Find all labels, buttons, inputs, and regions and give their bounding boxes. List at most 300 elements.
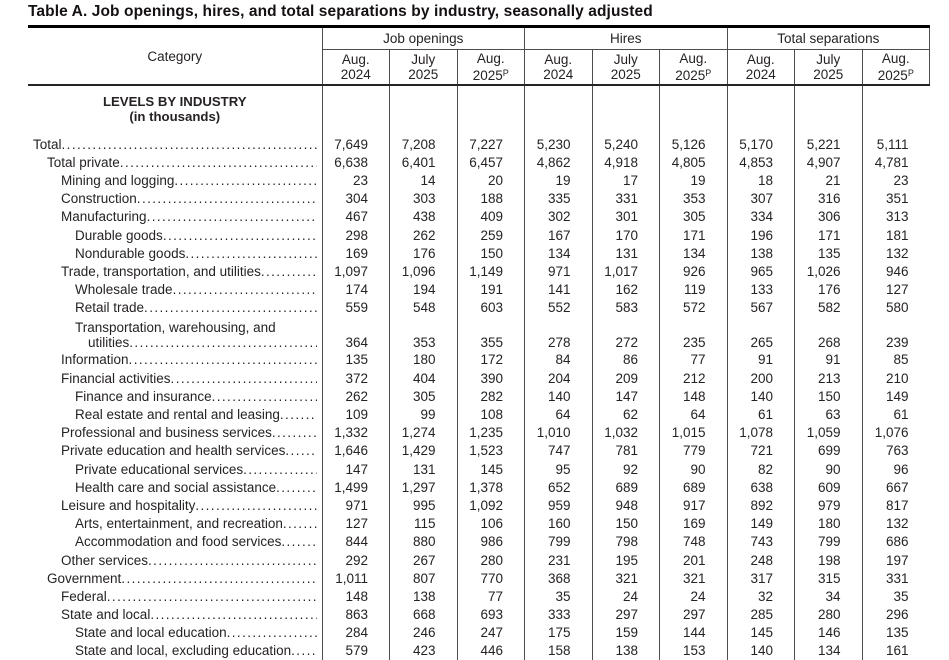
value-cell: 82 bbox=[727, 460, 795, 478]
leader-dots bbox=[163, 228, 317, 243]
value-cell: 32 bbox=[727, 587, 795, 605]
category-cell bbox=[28, 624, 322, 642]
value-cell: 90 bbox=[660, 460, 728, 478]
value-cell: 390 bbox=[457, 369, 525, 387]
value-cell: 926 bbox=[660, 262, 728, 280]
value-cell: 304 bbox=[322, 190, 390, 208]
value-cell: 147 bbox=[322, 460, 390, 478]
value-cell: 763 bbox=[862, 442, 930, 460]
value-cell: 140 bbox=[525, 387, 593, 405]
value-cell: 559 bbox=[322, 299, 390, 317]
value-cell: 162 bbox=[592, 281, 660, 299]
row-label: Financial activities bbox=[61, 370, 171, 386]
value-cell: 135 bbox=[862, 624, 930, 642]
table-row bbox=[28, 281, 930, 299]
value-cell: 134 bbox=[525, 244, 593, 262]
category-cell bbox=[28, 405, 322, 423]
value-cell: 1,297 bbox=[390, 478, 458, 496]
group-header-job-openings: Job openings bbox=[322, 28, 525, 50]
value-cell: 282 bbox=[457, 387, 525, 405]
value-cell: 779 bbox=[660, 442, 728, 460]
category-cell bbox=[28, 153, 322, 171]
value-cell: 176 bbox=[795, 281, 863, 299]
value-cell: 131 bbox=[390, 460, 458, 478]
empty-cell bbox=[862, 85, 930, 135]
leader-dots bbox=[144, 300, 316, 315]
value-cell: 667 bbox=[862, 478, 930, 496]
value-cell: 171 bbox=[660, 226, 728, 244]
row-label: Federal bbox=[61, 588, 107, 604]
value-cell: 19 bbox=[525, 171, 593, 189]
value-cell: 335 bbox=[525, 190, 593, 208]
value-cell: 1,017 bbox=[592, 262, 660, 280]
value-cell: 1,032 bbox=[592, 424, 660, 442]
row-label: Health care and social assistance bbox=[75, 479, 277, 495]
row-label: Mining and logging bbox=[61, 172, 175, 188]
value-cell: 140 bbox=[727, 387, 795, 405]
leader-dots bbox=[137, 191, 317, 206]
table-title: Table A. Job openings, hires, and total separations by industry, seasonally adjusted bbox=[28, 3, 930, 28]
value-cell: 583 bbox=[592, 299, 660, 317]
leader-dots bbox=[129, 352, 317, 367]
value-cell: 748 bbox=[660, 533, 728, 551]
value-cell: 971 bbox=[322, 496, 390, 514]
month-header: July 2025 bbox=[390, 50, 458, 86]
value-cell: 946 bbox=[862, 262, 930, 280]
value-cell: 1,096 bbox=[390, 262, 458, 280]
value-cell: 948 bbox=[592, 496, 660, 514]
leader-dots bbox=[227, 625, 317, 640]
value-cell: 196 bbox=[727, 226, 795, 244]
row-label: Real estate and rental and leasing bbox=[75, 407, 280, 423]
table-row bbox=[28, 460, 930, 478]
value-cell: 1,499 bbox=[322, 478, 390, 496]
value-cell: 603 bbox=[457, 299, 525, 317]
value-cell: 1,646 bbox=[322, 442, 390, 460]
value-cell: 201 bbox=[660, 551, 728, 569]
value-cell: 6,401 bbox=[390, 153, 458, 171]
value-cell: 159 bbox=[592, 624, 660, 642]
value-cell: 213 bbox=[795, 369, 863, 387]
table-row bbox=[28, 226, 930, 244]
empty-cell bbox=[525, 85, 593, 135]
section-header-line2: (in thousands) bbox=[129, 109, 221, 124]
value-cell: 135 bbox=[322, 351, 390, 369]
value-cell: 212 bbox=[660, 369, 728, 387]
value-cell: 638 bbox=[727, 478, 795, 496]
preliminary-superscript: P bbox=[502, 68, 509, 78]
value-cell: 160 bbox=[525, 515, 593, 533]
value-cell: 280 bbox=[795, 606, 863, 624]
value-cell: 368 bbox=[525, 569, 593, 587]
leader-dots bbox=[120, 155, 317, 170]
value-cell: 548 bbox=[390, 299, 458, 317]
value-cell: 1,078 bbox=[727, 424, 795, 442]
row-label: Retail trade bbox=[75, 300, 145, 316]
value-cell: 353 bbox=[390, 317, 458, 351]
value-cell: 34 bbox=[795, 587, 863, 605]
row-label: Finance and insurance bbox=[75, 388, 212, 404]
value-cell: 174 bbox=[322, 281, 390, 299]
table-row bbox=[28, 606, 930, 624]
value-cell: 5,240 bbox=[592, 135, 660, 153]
section-header-row bbox=[28, 85, 930, 135]
leader-dots bbox=[195, 498, 316, 513]
value-cell: 134 bbox=[660, 244, 728, 262]
category-cell bbox=[28, 171, 322, 189]
value-cell: 170 bbox=[592, 226, 660, 244]
value-cell: 61 bbox=[727, 405, 795, 423]
leader-dots bbox=[212, 389, 317, 404]
value-cell: 14 bbox=[390, 171, 458, 189]
value-cell: 364 bbox=[322, 317, 390, 351]
value-cell: 892 bbox=[727, 496, 795, 514]
value-cell: 721 bbox=[727, 442, 795, 460]
leader-dots bbox=[148, 553, 316, 568]
value-cell: 181 bbox=[862, 226, 930, 244]
value-cell: 552 bbox=[525, 299, 593, 317]
value-cell: 880 bbox=[390, 533, 458, 551]
value-cell: 150 bbox=[795, 387, 863, 405]
value-cell: 77 bbox=[660, 351, 728, 369]
row-label: Private education and health services bbox=[61, 443, 286, 459]
value-cell: 86 bbox=[592, 351, 660, 369]
value-cell: 64 bbox=[525, 405, 593, 423]
value-cell: 807 bbox=[390, 569, 458, 587]
value-cell: 965 bbox=[727, 262, 795, 280]
value-cell: 119 bbox=[660, 281, 728, 299]
table-row bbox=[28, 478, 930, 496]
value-cell: 131 bbox=[592, 244, 660, 262]
category-cell bbox=[28, 515, 322, 533]
value-cell: 986 bbox=[457, 533, 525, 551]
table-row bbox=[28, 442, 930, 460]
value-cell: 135 bbox=[795, 244, 863, 262]
row-label: Professional and business services bbox=[61, 425, 272, 441]
table-row bbox=[28, 244, 930, 262]
month-header: Aug. $2025^P$ bbox=[660, 50, 728, 86]
table-row bbox=[28, 153, 930, 171]
category-cell bbox=[28, 351, 322, 369]
value-cell: 844 bbox=[322, 533, 390, 551]
leader-dots bbox=[291, 643, 316, 658]
leader-dots bbox=[285, 443, 316, 458]
value-cell: 91 bbox=[795, 351, 863, 369]
row-label: Durable goods bbox=[75, 227, 163, 243]
value-cell: 5,221 bbox=[795, 135, 863, 153]
category-cell bbox=[28, 587, 322, 605]
value-cell: 317 bbox=[727, 569, 795, 587]
value-cell: 1,092 bbox=[457, 496, 525, 514]
category-cell bbox=[28, 478, 322, 496]
leader-dots bbox=[121, 571, 316, 586]
leader-dots bbox=[147, 209, 317, 224]
category-cell bbox=[28, 226, 322, 244]
row-label: Construction bbox=[61, 191, 137, 207]
table-row bbox=[28, 515, 930, 533]
value-cell: 313 bbox=[862, 208, 930, 226]
value-cell: 132 bbox=[862, 244, 930, 262]
row-label: Transportation, warehousing, and bbox=[75, 319, 276, 335]
value-cell: 35 bbox=[525, 587, 593, 605]
value-cell: 331 bbox=[592, 190, 660, 208]
value-cell: 23 bbox=[862, 171, 930, 189]
empty-cell bbox=[592, 85, 660, 135]
leader-dots bbox=[272, 425, 317, 440]
value-cell: 138 bbox=[390, 587, 458, 605]
row-label: Information bbox=[61, 352, 129, 368]
row-label: Leisure and hospitality bbox=[61, 497, 196, 513]
group-header-total-separations: Total separations bbox=[727, 28, 930, 50]
value-cell: 1,011 bbox=[322, 569, 390, 587]
value-cell: 150 bbox=[457, 244, 525, 262]
value-cell: 321 bbox=[660, 569, 728, 587]
table-row bbox=[28, 171, 930, 189]
value-cell: 467 bbox=[322, 208, 390, 226]
value-cell: 145 bbox=[727, 624, 795, 642]
row-label: Government bbox=[47, 570, 122, 586]
leader-dots bbox=[281, 534, 316, 549]
value-cell: 247 bbox=[457, 624, 525, 642]
row-label: Nondurable goods bbox=[75, 245, 186, 261]
table-row bbox=[28, 135, 930, 153]
value-cell: 770 bbox=[457, 569, 525, 587]
value-cell: 4,805 bbox=[660, 153, 728, 171]
leader-dots bbox=[173, 282, 317, 297]
row-label: Arts, entertainment, and recreation bbox=[75, 516, 283, 532]
value-cell: 267 bbox=[390, 551, 458, 569]
row-label: Manufacturing bbox=[61, 209, 147, 225]
value-cell: 239 bbox=[862, 317, 930, 351]
value-cell: 106 bbox=[457, 515, 525, 533]
value-cell: 62 bbox=[592, 405, 660, 423]
value-cell: 109 bbox=[322, 405, 390, 423]
value-cell: 197 bbox=[862, 551, 930, 569]
value-cell: 302 bbox=[525, 208, 593, 226]
value-cell: 699 bbox=[795, 442, 863, 460]
value-cell: 582 bbox=[795, 299, 863, 317]
value-cell: 355 bbox=[457, 317, 525, 351]
category-cell bbox=[28, 569, 322, 587]
value-cell: 172 bbox=[457, 351, 525, 369]
leader-dots bbox=[283, 516, 317, 531]
value-cell: 148 bbox=[660, 387, 728, 405]
value-cell: 262 bbox=[390, 226, 458, 244]
value-cell: 167 bbox=[525, 226, 593, 244]
value-cell: 693 bbox=[457, 606, 525, 624]
value-cell: 1,097 bbox=[322, 262, 390, 280]
value-cell: 781 bbox=[592, 442, 660, 460]
value-cell: 979 bbox=[795, 496, 863, 514]
value-cell: 689 bbox=[660, 478, 728, 496]
value-cell: 148 bbox=[322, 587, 390, 605]
value-cell: 35 bbox=[862, 587, 930, 605]
value-cell: 799 bbox=[525, 533, 593, 551]
empty-cell bbox=[322, 85, 390, 135]
value-cell: 23 bbox=[322, 171, 390, 189]
value-cell: 280 bbox=[457, 551, 525, 569]
month-header: July 2025 bbox=[592, 50, 660, 86]
value-cell: 176 bbox=[390, 244, 458, 262]
value-cell: 6,457 bbox=[457, 153, 525, 171]
month-header: Aug. $2025^P$ bbox=[862, 50, 930, 86]
value-cell: 1,274 bbox=[390, 424, 458, 442]
table-row bbox=[28, 624, 930, 642]
category-cell bbox=[28, 424, 322, 442]
table-row bbox=[28, 405, 930, 423]
value-cell: 285 bbox=[727, 606, 795, 624]
table-row bbox=[28, 642, 930, 660]
value-cell: 95 bbox=[525, 460, 593, 478]
value-cell: 743 bbox=[727, 533, 795, 551]
value-cell: 265 bbox=[727, 317, 795, 351]
leader-dots bbox=[129, 335, 316, 350]
value-cell: 204 bbox=[525, 369, 593, 387]
value-cell: 180 bbox=[390, 351, 458, 369]
value-cell: 423 bbox=[390, 642, 458, 660]
value-cell: 303 bbox=[390, 190, 458, 208]
value-cell: 331 bbox=[862, 569, 930, 587]
value-cell: 297 bbox=[660, 606, 728, 624]
value-cell: 149 bbox=[727, 515, 795, 533]
table-row bbox=[28, 262, 930, 280]
value-cell: 169 bbox=[322, 244, 390, 262]
value-cell: 1,523 bbox=[457, 442, 525, 460]
value-cell: 18 bbox=[727, 171, 795, 189]
value-cell: 209 bbox=[592, 369, 660, 387]
value-cell: 689 bbox=[592, 478, 660, 496]
value-cell: 6,638 bbox=[322, 153, 390, 171]
empty-cell bbox=[795, 85, 863, 135]
empty-cell bbox=[457, 85, 525, 135]
value-cell: 917 bbox=[660, 496, 728, 514]
table-row bbox=[28, 351, 930, 369]
value-cell: 1,010 bbox=[525, 424, 593, 442]
table-row bbox=[28, 317, 930, 351]
category-cell bbox=[28, 496, 322, 514]
value-cell: 20 bbox=[457, 171, 525, 189]
value-cell: 1,378 bbox=[457, 478, 525, 496]
value-cell: 4,862 bbox=[525, 153, 593, 171]
value-cell: 438 bbox=[390, 208, 458, 226]
value-cell: 188 bbox=[457, 190, 525, 208]
value-cell: 108 bbox=[457, 405, 525, 423]
value-cell: 333 bbox=[525, 606, 593, 624]
value-cell: 161 bbox=[862, 642, 930, 660]
category-cell bbox=[28, 460, 322, 478]
value-cell: 301 bbox=[592, 208, 660, 226]
value-cell: 579 bbox=[322, 642, 390, 660]
value-cell: 91 bbox=[727, 351, 795, 369]
value-cell: 1,015 bbox=[660, 424, 728, 442]
row-label: Total bbox=[33, 136, 62, 152]
value-cell: 96 bbox=[862, 460, 930, 478]
category-cell bbox=[28, 551, 322, 569]
value-cell: 140 bbox=[727, 642, 795, 660]
empty-cell bbox=[660, 85, 728, 135]
table-row bbox=[28, 587, 930, 605]
category-cell bbox=[28, 262, 322, 280]
value-cell: 5,170 bbox=[727, 135, 795, 153]
value-cell: 169 bbox=[660, 515, 728, 533]
value-cell: 307 bbox=[727, 190, 795, 208]
month-header: Aug. 2024 bbox=[322, 50, 390, 86]
month-header: Aug. $2025^P$ bbox=[457, 50, 525, 86]
leader-dots bbox=[243, 462, 316, 477]
value-cell: 7,649 bbox=[322, 135, 390, 153]
category-cell bbox=[28, 642, 322, 660]
category-cell bbox=[28, 190, 322, 208]
value-cell: 863 bbox=[322, 606, 390, 624]
table-row bbox=[28, 369, 930, 387]
value-cell: 246 bbox=[390, 624, 458, 642]
value-cell: 138 bbox=[727, 244, 795, 262]
category-cell bbox=[28, 281, 322, 299]
value-cell: 141 bbox=[525, 281, 593, 299]
category-cell bbox=[28, 442, 322, 460]
value-cell: 127 bbox=[322, 515, 390, 533]
category-cell bbox=[28, 606, 322, 624]
value-cell: 4,918 bbox=[592, 153, 660, 171]
value-cell: 133 bbox=[727, 281, 795, 299]
value-cell: 115 bbox=[390, 515, 458, 533]
value-cell: 61 bbox=[862, 405, 930, 423]
value-cell: 1,235 bbox=[457, 424, 525, 442]
value-cell: 210 bbox=[862, 369, 930, 387]
group-header-row bbox=[28, 28, 930, 50]
value-cell: 4,907 bbox=[795, 153, 863, 171]
section-header-line1: LEVELS BY INDUSTRY bbox=[102, 94, 247, 109]
category-cell bbox=[28, 369, 322, 387]
table-row bbox=[28, 533, 930, 551]
value-cell: 292 bbox=[322, 551, 390, 569]
value-cell: 63 bbox=[795, 405, 863, 423]
value-cell: 144 bbox=[660, 624, 728, 642]
value-cell: 799 bbox=[795, 533, 863, 551]
month-header: Aug. 2024 bbox=[727, 50, 795, 86]
value-cell: 175 bbox=[525, 624, 593, 642]
row-label: State and local, excluding education bbox=[75, 643, 292, 659]
value-cell: 180 bbox=[795, 515, 863, 533]
value-cell: 1,429 bbox=[390, 442, 458, 460]
value-cell: 4,853 bbox=[727, 153, 795, 171]
value-cell: 297 bbox=[592, 606, 660, 624]
value-cell: 84 bbox=[525, 351, 593, 369]
empty-cell bbox=[390, 85, 458, 135]
value-cell: 1,332 bbox=[322, 424, 390, 442]
value-cell: 90 bbox=[795, 460, 863, 478]
value-cell: 200 bbox=[727, 369, 795, 387]
value-cell: 817 bbox=[862, 496, 930, 514]
value-cell: 259 bbox=[457, 226, 525, 244]
value-cell: 315 bbox=[795, 569, 863, 587]
value-cell: 306 bbox=[795, 208, 863, 226]
category-cell bbox=[28, 317, 322, 351]
table-row bbox=[28, 424, 930, 442]
preliminary-superscript: P bbox=[705, 68, 712, 78]
value-cell: 21 bbox=[795, 171, 863, 189]
table-row bbox=[28, 208, 930, 226]
value-cell: 92 bbox=[592, 460, 660, 478]
value-cell: 296 bbox=[862, 606, 930, 624]
value-cell: 1,059 bbox=[795, 424, 863, 442]
value-cell: 158 bbox=[525, 642, 593, 660]
value-cell: 747 bbox=[525, 442, 593, 460]
value-cell: 132 bbox=[862, 515, 930, 533]
value-cell: 198 bbox=[795, 551, 863, 569]
category-cell bbox=[28, 135, 322, 153]
value-cell: 64 bbox=[660, 405, 728, 423]
